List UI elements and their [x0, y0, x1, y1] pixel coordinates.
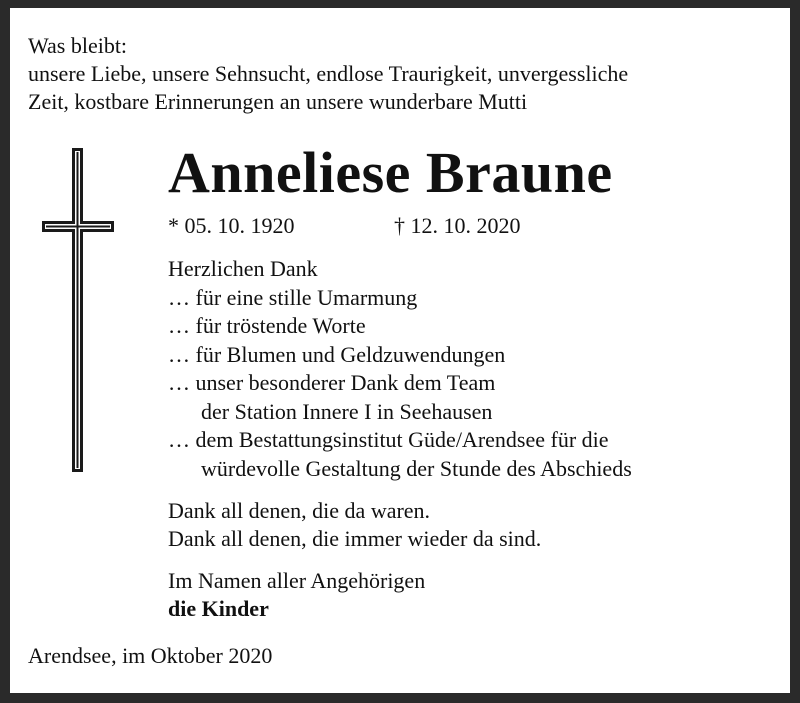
thanks-item-continuation: der Station Innere I in Seehausen — [201, 398, 493, 424]
thanks-section — [168, 255, 632, 483]
deceased-name: Anneliese Braune — [168, 140, 613, 205]
closing-text — [168, 497, 541, 553]
birth-date: * 05. 10. 1920 — [168, 213, 295, 238]
life-dates — [168, 212, 521, 240]
thanks-item: … unser besonderer Dank dem Team — [168, 370, 496, 395]
intro-line-3: Zeit, kostbare Erinnerungen an unsere wunderbare Mutti — [28, 89, 528, 114]
death-date: † 12. 10. 2020 — [394, 213, 521, 238]
intro-line-2: unsere Liebe, unsere Sehnsucht, endlose Traurigkeit, unvergessliche — [28, 61, 629, 86]
signature-line-2: die Kinder — [168, 596, 269, 621]
intro-text — [28, 32, 788, 116]
thanks-item: … dem Bestattungsinstitut Güde/Arendsee für die — [168, 427, 609, 452]
signature-line-1: Im Namen aller Angehörigen — [168, 568, 426, 593]
intro-line-1: Was bleibt: — [28, 33, 128, 58]
closing-line-1: Dank all denen, die da waren. — [168, 498, 431, 523]
thanks-item: … für Blumen und Geldzuwendungen — [168, 341, 506, 367]
cross-icon — [42, 148, 114, 472]
closing-line-2: Dank all denen, die immer wieder da sind. — [168, 526, 542, 551]
thanks-item-continuation: würdevolle Gestaltung der Stunde des Abschieds — [201, 455, 632, 481]
thanks-item: … für tröstende Worte — [168, 313, 366, 338]
thanks-item: … für eine stille Umarmung — [168, 284, 418, 310]
thanks-heading: Herzlichen Dank — [168, 256, 318, 281]
signature — [168, 567, 425, 623]
place-date: Arendsee, im Oktober 2020 — [28, 643, 273, 668]
